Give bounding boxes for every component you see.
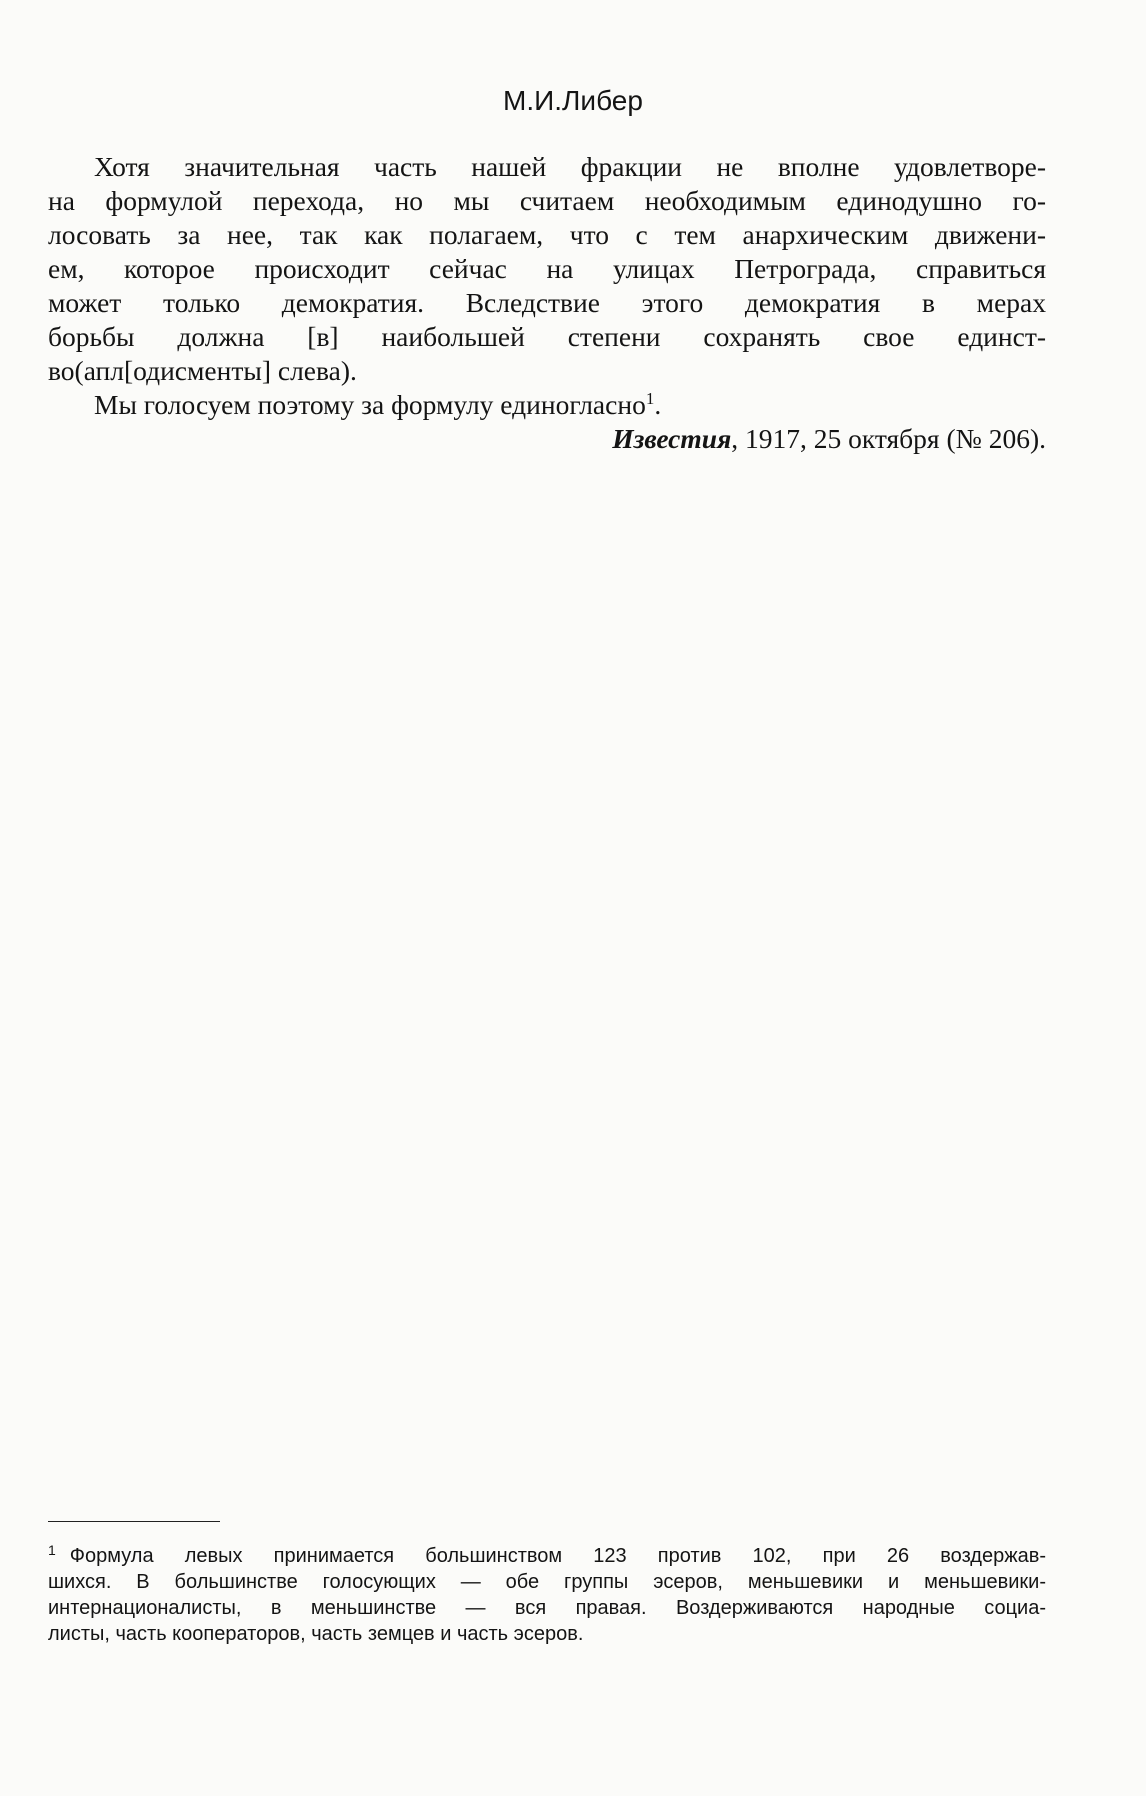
speech-line: во(апл[одисменты] слева). xyxy=(48,355,357,386)
speech-paragraph-2 xyxy=(48,388,1046,422)
speech-line: лосовать за нее, так как полагаем, что с тем анархическим движени- xyxy=(48,219,1046,250)
source-details: , 1917, 25 октября (№ 206). xyxy=(731,423,1046,454)
footnote-line: листы, часть кооператоров, часть земцев и часть эсеров. xyxy=(48,1623,584,1645)
footnote-reference: 1 xyxy=(645,389,655,408)
speech-text xyxy=(48,150,1046,422)
footnote-line xyxy=(48,1543,1046,1569)
footnote xyxy=(48,1543,1046,1647)
speech-line: на формулой перехода, но мы считаем необходимым единодушно го- xyxy=(48,185,1046,216)
sentence-end: . xyxy=(654,389,662,420)
speaker-name: М.И.Либер xyxy=(503,85,643,116)
speech-line: Хотя значительная часть нашей фракции не вполне удовлетворе- xyxy=(94,151,1046,182)
footnote-divider xyxy=(48,1521,220,1522)
footnote-line: интернационалисты, в меньшинстве — вся правая. Воздерживаются народные социа- xyxy=(48,1597,1046,1619)
footnote-text: Формула левых принимается большинством 123 против 102, при 26 воздержав- xyxy=(69,1545,1046,1567)
source-title: Известия xyxy=(612,423,732,454)
speech-line: может только демократия. Вследствие этого демократия в мерах xyxy=(48,287,1046,318)
speech-line: Мы голосуем поэтому за формулу единогласно xyxy=(94,389,646,420)
speech-line: борьбы должна [в] наибольшей степени сохранять свое единст- xyxy=(48,321,1046,352)
footnote-line: шихся. В большинстве голосующих — обе группы эсеров, меньшевики и меньшевики- xyxy=(48,1571,1046,1593)
source-citation xyxy=(612,422,1046,456)
speech-line: ем, которое происходит сейчас на улицах Петрограда, справиться xyxy=(48,253,1046,284)
footnote-mark: 1 xyxy=(48,1542,56,1558)
